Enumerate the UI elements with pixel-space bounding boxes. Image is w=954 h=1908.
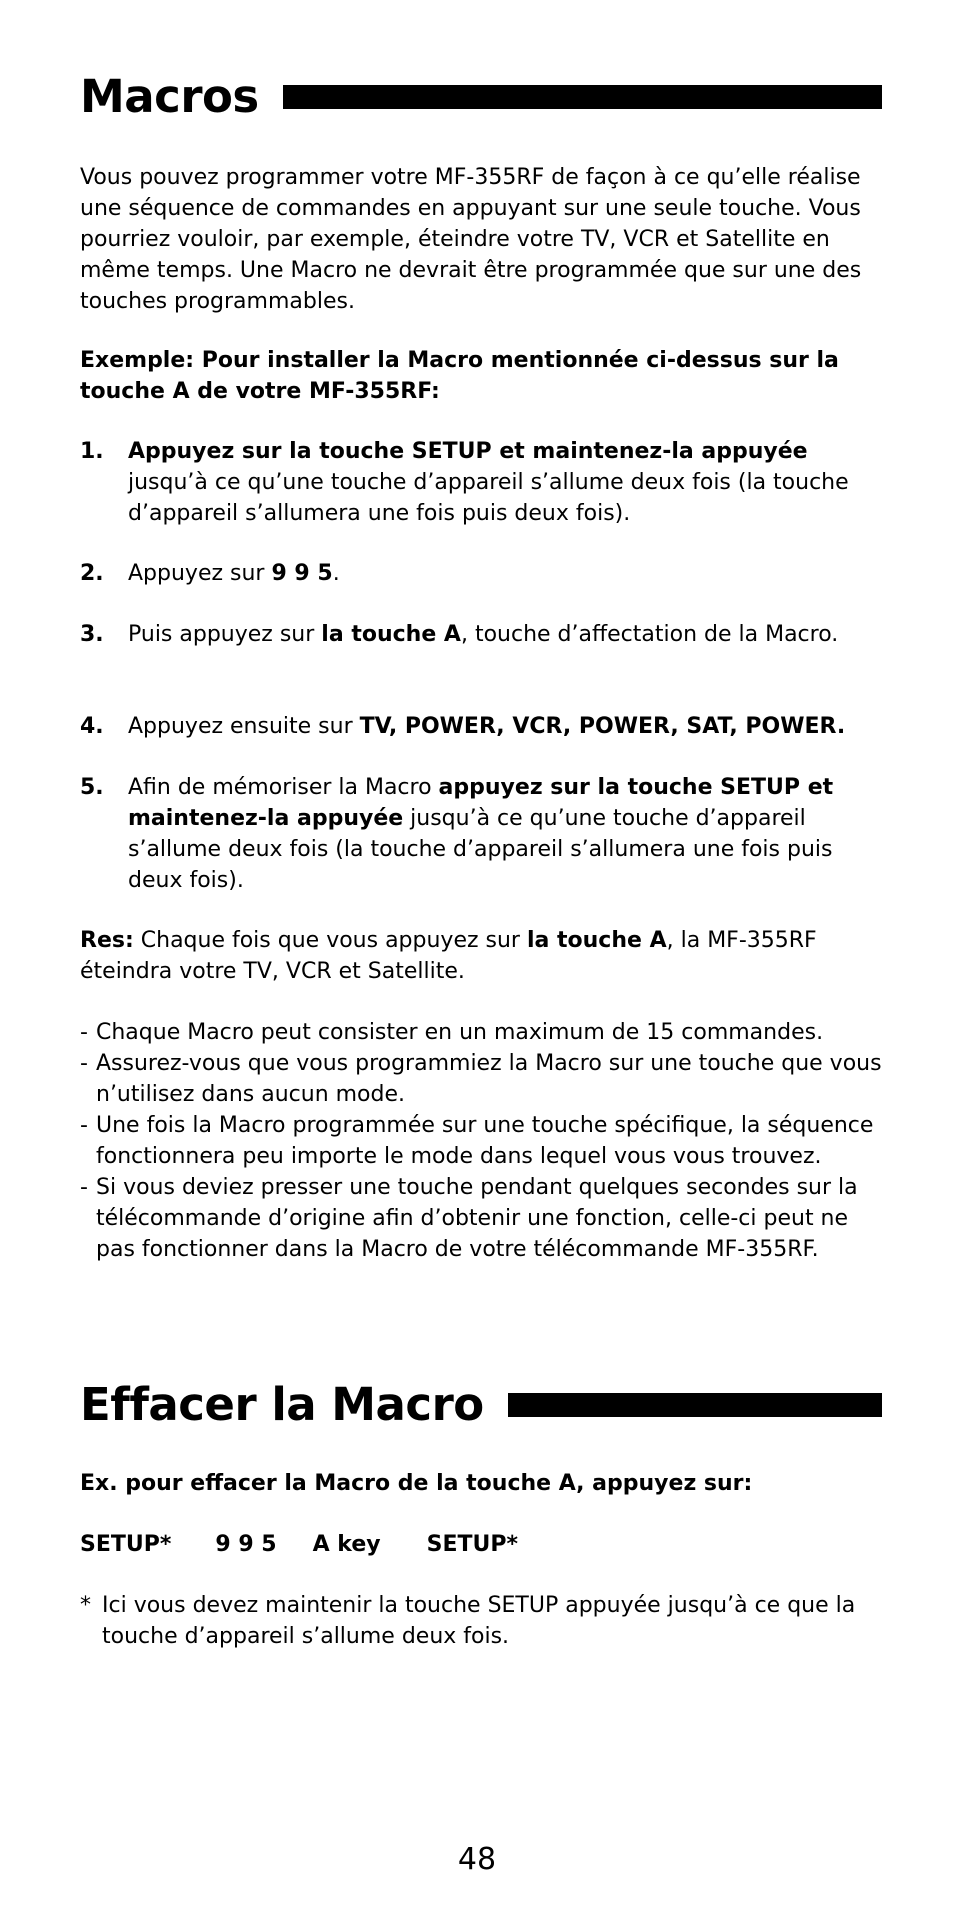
step-bold: la touche A xyxy=(321,622,461,647)
list-item xyxy=(80,1110,882,1172)
notes-list xyxy=(80,1017,882,1265)
result-bold: la touche A xyxy=(526,928,667,953)
footnote-marker: * xyxy=(80,1593,91,1618)
step-number: 5. xyxy=(80,775,104,800)
step-number: 4. xyxy=(80,714,104,739)
step-text: Appuyez ensuite sur xyxy=(128,714,360,739)
key-label: A key xyxy=(312,1532,381,1557)
step-bold: Appuyez sur la touche SETUP et maintenez-la appuyée xyxy=(128,439,808,464)
note-text: Si vous deviez presser une touche pendant quelques secondes sur la télécommande d’origine afin d’obtenir une fonction, celle-ci peut ne pas fonctionner dans la Macro de votre télécommande MF-355RF. xyxy=(96,1175,858,1262)
macros-title: Macros xyxy=(80,70,259,123)
erase-section-title xyxy=(80,1378,882,1431)
step-text: jusqu’à ce qu’une touche d’appareil s’allume deux fois (la touche d’appareil s’allumera une fois puis deux fois). xyxy=(128,470,849,526)
key-label: SETUP* xyxy=(426,1532,518,1557)
step-5 xyxy=(80,772,882,896)
macros-intro: Vous pouvez programmer votre MF-355RF de façon à ce qu’elle réalise une séquence de commandes en appuyant sur une seule touche. Vous pourriez vouloir, par exemple, éteindre votre TV, VCR et Satellite en même temps. Une Macro ne devrait être programmée que sur une des touches programmables. xyxy=(80,165,862,314)
bullet-marker: - xyxy=(80,1020,88,1045)
list-item xyxy=(80,1017,882,1048)
bullet-marker: - xyxy=(80,1113,88,1138)
footnote xyxy=(80,1590,882,1652)
key-label: 9 9 5 xyxy=(215,1532,277,1557)
step-1 xyxy=(80,436,882,529)
step-3 xyxy=(80,619,882,650)
key-sequence xyxy=(80,1529,562,1560)
page-number: 48 xyxy=(457,1842,497,1877)
bullet-marker: - xyxy=(80,1051,88,1076)
list-item xyxy=(80,1048,882,1110)
step-number: 3. xyxy=(80,622,104,647)
result-label: Res: xyxy=(80,928,134,953)
step-text: Puis appuyez sur xyxy=(128,622,322,647)
step-bold: 9 9 5 xyxy=(271,561,333,586)
step-bold: appuyez sur la touche SETUP et maintenez-la appuyée xyxy=(128,775,834,831)
key-label: SETUP* xyxy=(80,1532,172,1557)
erase-heading: Ex. pour effacer la Macro de la touche A, appuyez sur: xyxy=(80,1471,753,1496)
list-item xyxy=(80,1172,882,1265)
footnote-text: Ici vous devez maintenir la touche SETUP appuyée jusqu’à ce que la touche d’appareil s’allume deux fois. xyxy=(102,1593,856,1649)
step-number: 2. xyxy=(80,561,104,586)
step-4 xyxy=(80,711,882,742)
step-number: 1. xyxy=(80,439,104,464)
bullet-marker: - xyxy=(80,1175,88,1200)
note-text: Une fois la Macro programmée sur une touche spécifique, la séquence fonctionnera peu importe le mode dans lequel vous vous trouvez. xyxy=(96,1113,874,1169)
step-text-end: , touche d’affectation de la Macro. xyxy=(460,622,839,647)
note-text: Assurez-vous que vous programmiez la Macro sur une touche que vous n’utilisez dans aucun mode. xyxy=(96,1051,882,1107)
step-text: Afin de mémoriser la Macro xyxy=(128,775,439,800)
step-text-end: . xyxy=(332,561,340,586)
example-heading: Exemple: Pour installer la Macro mentionnée ci-dessus sur la touche A de votre MF-355RF: xyxy=(80,348,839,404)
step-2 xyxy=(80,558,882,589)
step-text: Appuyez sur xyxy=(128,561,272,586)
title-rule xyxy=(283,85,882,109)
result-paragraph xyxy=(80,925,882,987)
result-text: Chaque fois que vous appuyez sur xyxy=(133,928,527,953)
erase-title: Effacer la Macro xyxy=(80,1378,484,1431)
macros-section-title xyxy=(80,70,882,123)
note-text: Chaque Macro peut consister en un maximum de 15 commandes. xyxy=(96,1020,824,1045)
result-text-end: , la MF-355RF éteindra votre TV, VCR et Satellite. xyxy=(80,928,817,984)
step-text-end: jusqu’à ce qu’une touche d’appareil s’allume deux fois (la touche d’appareil s’allumera une fois puis deux fois). xyxy=(128,806,833,893)
step-bold: TV, POWER, VCR, POWER, SAT, POWER. xyxy=(359,714,846,739)
title-rule xyxy=(508,1393,882,1417)
